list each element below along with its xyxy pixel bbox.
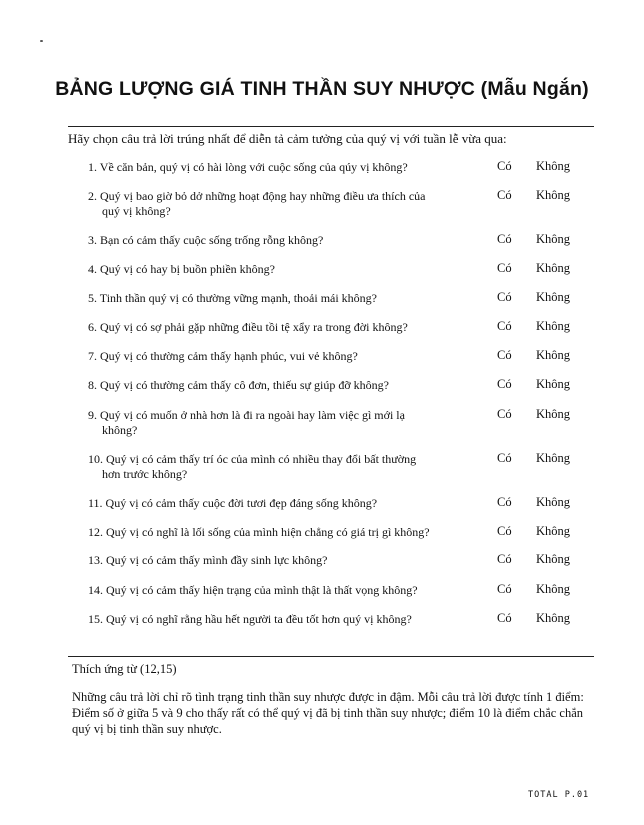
answer-no-4: Không	[536, 261, 571, 275]
question-1	[88, 160, 463, 175]
question-text: 10. Quý vị có cảm thấy trí óc của mình có nhiều thay đổi bất thường	[88, 452, 417, 466]
answer-no-8: Không	[536, 377, 571, 391]
answer-yes-9: Có	[497, 407, 512, 421]
answer-yes-8: Có	[497, 377, 512, 391]
question-14	[88, 583, 463, 598]
answer-no-13: Không	[536, 552, 571, 566]
question-5	[88, 291, 463, 306]
question-4	[88, 262, 463, 277]
question-text: 2. Quý vị bao giờ bỏ dở những hoạt động hay những điều ưa thích của	[88, 189, 426, 203]
answer-no-2: Không	[536, 188, 571, 202]
scan-speck	[40, 40, 43, 42]
question-text: 3. Bạn có cảm thấy cuộc sống trống rỗng không?	[88, 233, 324, 247]
answer-no-6: Không	[536, 319, 571, 333]
answer-yes-1: Có	[497, 159, 512, 173]
answer-yes-13: Có	[497, 552, 512, 566]
question-text: 4. Quý vị có hay bị buồn phiền không?	[88, 262, 275, 276]
question-text-continued: quý vị không?	[102, 204, 171, 218]
question-3	[88, 233, 463, 248]
answer-no-12: Không	[536, 524, 571, 538]
question-10	[88, 452, 463, 482]
question-9	[88, 408, 463, 438]
question-text: 15. Quý vị có nghĩ rằng hầu hết người ta đều tốt hơn quý vị không?	[88, 612, 412, 626]
answer-no-7: Không	[536, 348, 571, 362]
answer-no-3: Không	[536, 232, 571, 246]
instructions: Hãy chọn câu trả lời trúng nhất để diễn tả cảm tưởng của quý vị với tuần lễ vừa qua:	[68, 131, 507, 146]
answer-no-15: Không	[536, 611, 571, 625]
question-text: 8. Quý vị có thường cảm thấy cô đơn, thiếu sự giúp đỡ không?	[88, 378, 390, 392]
question-text-continued: hơn trước không?	[102, 467, 188, 481]
answer-yes-2: Có	[497, 188, 512, 202]
page-title: BẢNG LƯỢNG GIÁ TINH THẦN SUY NHƯỢC (Mẫu Ngắn)	[55, 78, 589, 100]
question-text: 6. Quý vị có sợ phải gặp những điều tồi tệ xẩy ra trong đời không?	[88, 320, 408, 334]
question-13	[88, 553, 463, 568]
answer-yes-12: Có	[497, 524, 512, 538]
answer-yes-6: Có	[497, 319, 512, 333]
scoring-note: Những câu trả lời chỉ rõ tình trạng tinh thần suy nhược được in đậm. Mỗi câu trả lời được tính 1 điểm: Điểm số ở giữa 5 và 9 cho thấy rất có thể quý vị đã bị tinh thần suy nhược; điểm 10 là điểm chắc chắn quý vị bị tinh thần suy nhược.	[72, 690, 584, 736]
answer-no-9: Không	[536, 407, 571, 421]
question-text: 13. Quý vị có cảm thấy mình đầy sinh lực không?	[88, 553, 328, 567]
answer-no-1: Không	[536, 159, 571, 173]
question-7	[88, 349, 463, 364]
fax-footer: TOTAL P.01	[528, 790, 590, 800]
question-text: 7. Quý vị có thường cảm thấy hạnh phúc, vui vẻ không?	[88, 349, 358, 363]
answer-yes-15: Có	[497, 611, 512, 625]
question-15	[88, 612, 463, 627]
bottom-divider	[68, 656, 594, 657]
answer-yes-10: Có	[497, 451, 512, 465]
question-text: 11. Quý vị có cảm thấy cuộc đời tươi đẹp đáng sống không?	[88, 496, 378, 510]
answer-yes-11: Có	[497, 495, 512, 509]
answer-yes-14: Có	[497, 582, 512, 596]
question-text: 9. Quý vị có muốn ở nhà hơn là đi ra ngoài hay làm việc gì mới lạ	[88, 408, 405, 422]
answer-yes-3: Có	[497, 232, 512, 246]
top-divider	[68, 126, 594, 127]
answer-no-14: Không	[536, 582, 571, 596]
answer-no-11: Không	[536, 495, 571, 509]
answer-yes-7: Có	[497, 348, 512, 362]
question-text: 5. Tinh thần quý vị có thường vững mạnh, thoải mái không?	[88, 291, 378, 305]
question-6	[88, 320, 463, 335]
adaptation-source: Thích ứng từ (12,15)	[72, 662, 177, 676]
question-text: 14. Quý vị có cảm thấy hiện trạng của mình thật là thất vọng không?	[88, 583, 418, 597]
answer-no-5: Không	[536, 290, 571, 304]
question-8	[88, 378, 463, 393]
question-text: 12. Quý vị có nghĩ là lối sống của mình hiện chẳng có giá trị gì không?	[88, 525, 430, 539]
answer-yes-5: Có	[497, 290, 512, 304]
question-12	[88, 525, 463, 540]
question-text-continued: không?	[102, 423, 138, 437]
question-11	[88, 496, 463, 511]
question-2	[88, 189, 463, 219]
answer-no-10: Không	[536, 451, 571, 465]
answer-yes-4: Có	[497, 261, 512, 275]
question-text: 1. Về căn bản, quý vị có hài lòng với cuộc sống của qúy vị không?	[88, 160, 408, 174]
